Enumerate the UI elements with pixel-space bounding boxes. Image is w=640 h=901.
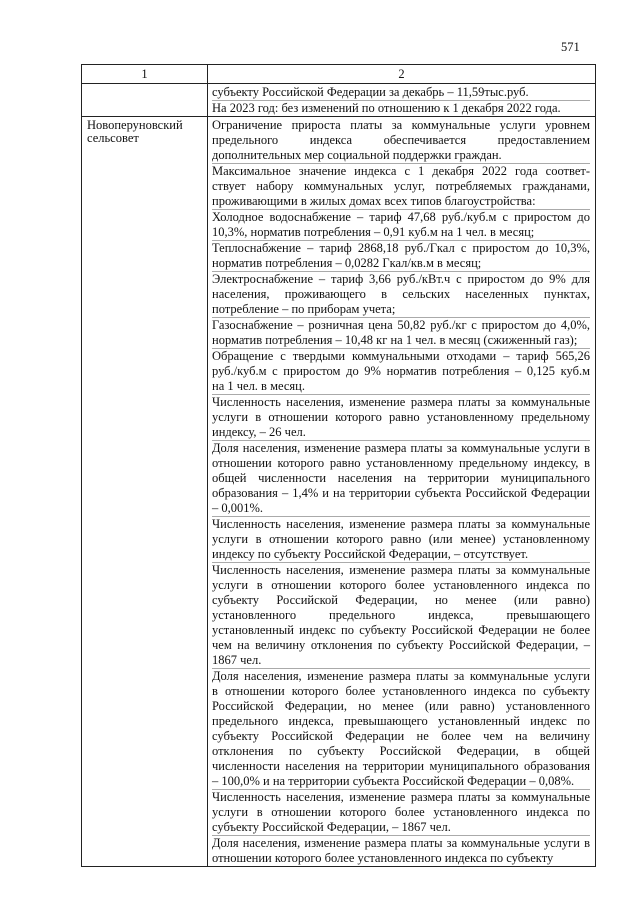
paragraph-line: Доля населения, изменение размера платы за коммунальные услуги — [212, 669, 590, 683]
paragraph-line: Численность населения, изменение размера платы за коммунальные — [212, 790, 590, 804]
paragraph-line: норматив потребления – 10,48 кг на 1 чел. в месяц (сжиженный газ); — [212, 333, 578, 347]
paragraph-line: Доля населения, изменение размера платы за коммунальные услуги в — [212, 441, 590, 455]
paragraph-line: на 1 чел. в месяц. — [212, 379, 305, 393]
paragraph — [212, 118, 590, 163]
continuation-name-cell — [82, 84, 208, 117]
paragraph-line: Доля населения, изменение размера платы за коммунальные услуги в — [212, 836, 590, 850]
municipality-name-line: сельсовет — [87, 131, 139, 145]
paragraph-line: индексу по субъекту Российской Федерации, – отсутствует. — [212, 547, 529, 561]
paragraph-line: услуги в отношении которого более установленного индекса по — [212, 578, 590, 592]
paragraph-line: Газоснабжение – розничная цена 50,82 руб./кг с приростом до 4,0%, — [212, 318, 590, 332]
paragraph-line: Ограничение прироста платы за коммунальные услуги уровнем — [212, 118, 590, 132]
paragraph-line: отношении которого более установленного индекса по субъекту — [212, 851, 554, 865]
paragraph — [212, 240, 590, 271]
paragraph-line: Обращение с твердыми коммунальными отходами – тариф 565,26 — [212, 349, 590, 363]
column-header-2: 2 — [208, 65, 596, 84]
table-row — [82, 117, 596, 867]
paragraph-line: индексу, – 26 чел. — [212, 425, 306, 439]
paragraph-line: Численность населения, изменение размера платы за коммунальные — [212, 563, 590, 577]
paragraph-line: отклонения по субъекту Российской Федерации, в общей — [212, 744, 590, 758]
paragraph-line: общей численности населения на территории муниципального — [212, 471, 590, 485]
paragraph-line: субъекту Российской Федерации не более чем на величину — [212, 729, 590, 743]
paragraph-line: – 100,0% и на территории субъекта Российской Федерации – 0,08%. — [212, 774, 575, 788]
paragraph-line: проживающими в жилых домах всех типов благоустройства: — [212, 194, 536, 208]
paragraph-line: Максимальное значение индекса с 1 декабря 2022 года соответ- — [212, 164, 590, 178]
continuation-line: На 2023 год: без изменений по отношению к 1 декабря 2022 года. — [212, 100, 590, 116]
paragraph — [212, 668, 590, 789]
paragraph-line: Электроснабжение – тариф 3,66 руб./кВт.ч с приростом до 9% для — [212, 272, 590, 286]
paragraph-line: установленного предельного индекса, превышающего — [212, 608, 590, 622]
column-header-1: 1 — [82, 65, 208, 84]
paragraph-line: Теплоснабжение – тариф 2868,18 руб./Гкал с приростом до 10,3%, — [212, 241, 590, 255]
paragraph-line: норматив потребления – 0,0282 Гкал/кв.м в месяц; — [212, 256, 482, 270]
paragraph-line: населения, проживающего в сельских населенных пунктах, — [212, 287, 590, 301]
paragraph — [212, 209, 590, 240]
paragraph-line: численности населения на территории муниципального образования — [212, 759, 590, 773]
paragraph — [212, 394, 590, 440]
paragraph — [212, 163, 590, 209]
paragraph — [212, 440, 590, 516]
paragraph-line: чем на величину отклонения по субъекту Российской Федерации, – — [212, 638, 590, 652]
paragraph-line: услуги в отношении которого более установленного индекса по — [212, 805, 590, 819]
continuation-row — [82, 84, 596, 117]
paragraph-line: потребление – по приборам учета; — [212, 302, 396, 316]
paragraph-line: Численность населения, изменение размера платы за коммунальные — [212, 517, 590, 531]
continuation-line: субъекту Российской Федерации за декабрь – 11,59тыс.руб. — [212, 85, 529, 99]
paragraph — [212, 562, 590, 668]
content-cell — [208, 117, 596, 867]
paragraph-line: Численность населения, изменение размера платы за коммунальные — [212, 395, 590, 409]
paragraph-line: отношении которого равно установленному предельному индексу, в — [212, 456, 590, 470]
paragraph-line: в отношении которого более установленного индекса по субъекту — [212, 684, 590, 698]
paragraph-line: дополнительных мер социальной поддержки граждан. — [212, 148, 502, 162]
paragraph-line: субъекту Российской Федерации, – 1867 чел. — [212, 820, 451, 834]
paragraph-line: – 0,001%. — [212, 501, 264, 515]
paragraph — [212, 348, 590, 394]
paragraph-line: услуги в отношении которого равно установленному предельному — [212, 410, 590, 424]
paragraph-line: предельного индекса обеспечивается предоставлением — [212, 133, 590, 147]
paragraph — [212, 835, 590, 866]
paragraph — [212, 789, 590, 835]
paragraph-line: руб./куб.м с приростом до 9% норматив потребления – 0,125 куб.м — [212, 364, 590, 378]
paragraph-line: услуги в отношении которого равно (или менее) установленному — [212, 532, 590, 546]
continuation-content-cell — [208, 84, 596, 117]
paragraph-line: предельного индекса, превышающего установленный индекс по — [212, 714, 590, 728]
paragraph-line: установленный индекс по субъекту Российской Федерации не более — [212, 623, 590, 637]
paragraph-line: 1867 чел. — [212, 653, 262, 667]
municipality-name-cell — [82, 117, 208, 867]
table-header-row — [82, 65, 596, 84]
paragraph — [212, 516, 590, 562]
paragraph-line: образования – 1,4% и на территории субъекта Российской Федерации — [212, 486, 590, 500]
page-number: 571 — [561, 40, 580, 54]
paragraph-line: Холодное водоснабжение – тариф 47,68 руб./куб.м с приростом до — [212, 210, 590, 224]
paragraph-line: 10,3%, норматив потребления – 0,91 куб.м на 1 чел. в месяц; — [212, 225, 535, 239]
paragraph — [212, 317, 590, 348]
document-table — [81, 64, 596, 867]
paragraph-line: субъекту Российской Федерации, но менее (или равно) — [212, 593, 590, 607]
municipality-name-line: Новоперуновский — [87, 118, 183, 132]
paragraph-line: ствует набору коммунальных услуг, потребляемых гражданами, — [212, 179, 590, 193]
paragraph-line: Российской Федерации, но менее (или равно) установленного — [212, 699, 590, 713]
paragraph — [212, 271, 590, 317]
